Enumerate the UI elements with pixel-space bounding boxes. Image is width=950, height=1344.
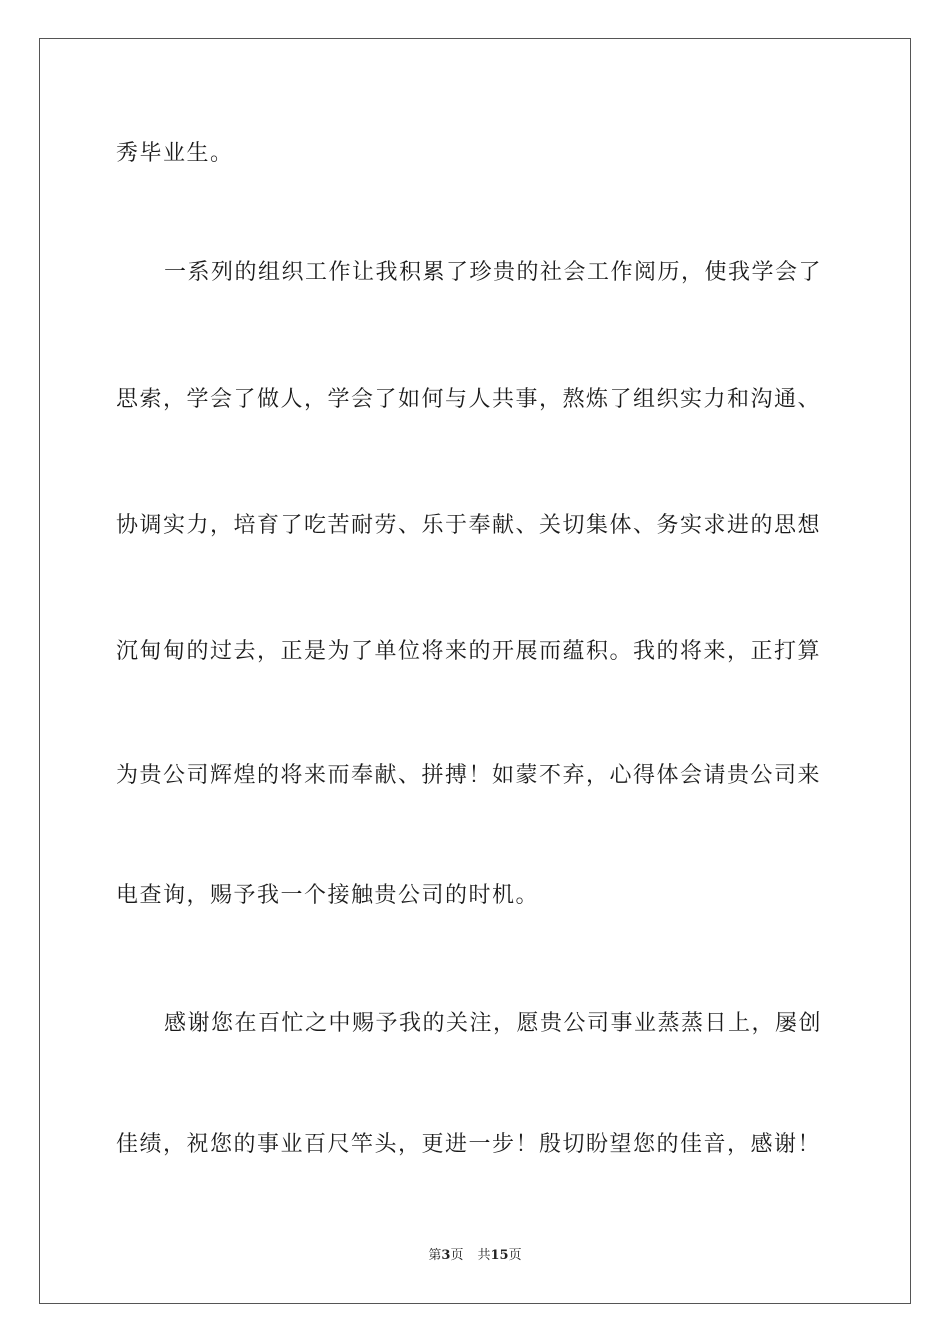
total-pages: 15 <box>490 1248 509 1263</box>
text-line-3: 思索，学会了做人，学会了如何与人共事，熬炼了组织实力和沟通、 <box>116 387 822 412</box>
text-line-7: 电查询，赐予我一个接触贵公司的时机。 <box>116 883 540 908</box>
text-line-1: 秀毕业生。 <box>116 141 234 166</box>
page-border <box>39 38 911 1304</box>
page-suffix: 页 <box>450 1248 464 1263</box>
text-line-5: 沉甸甸的过去，正是为了单位将来的开展而蕴积。我的将来，正打算 <box>116 639 822 664</box>
text-line-6: 为贵公司辉煌的将来而奉献、拼搏！如蒙不弃，心得体会请贵公司来 <box>116 763 822 788</box>
page-prefix: 第 <box>428 1248 442 1263</box>
page-number: 3 <box>441 1248 451 1263</box>
page-footer <box>0 1247 950 1265</box>
total-prefix: 共 <box>477 1248 491 1263</box>
text-line-2: 一系列的组织工作让我积累了珍贵的社会工作阅历，使我学会了 <box>164 260 823 285</box>
text-line-8: 感谢您在百忙之中赐予我的关注，愿贵公司事业蒸蒸日上，屡创 <box>164 1011 823 1036</box>
text-line-4: 协调实力，培育了吃苦耐劳、乐于奉献、关切集体、务实求进的思想 <box>116 513 822 538</box>
total-suffix: 页 <box>508 1248 522 1263</box>
text-line-9: 佳绩，祝您的事业百尺竿头，更进一步！殷切盼望您的佳音，感谢！ <box>116 1132 822 1157</box>
